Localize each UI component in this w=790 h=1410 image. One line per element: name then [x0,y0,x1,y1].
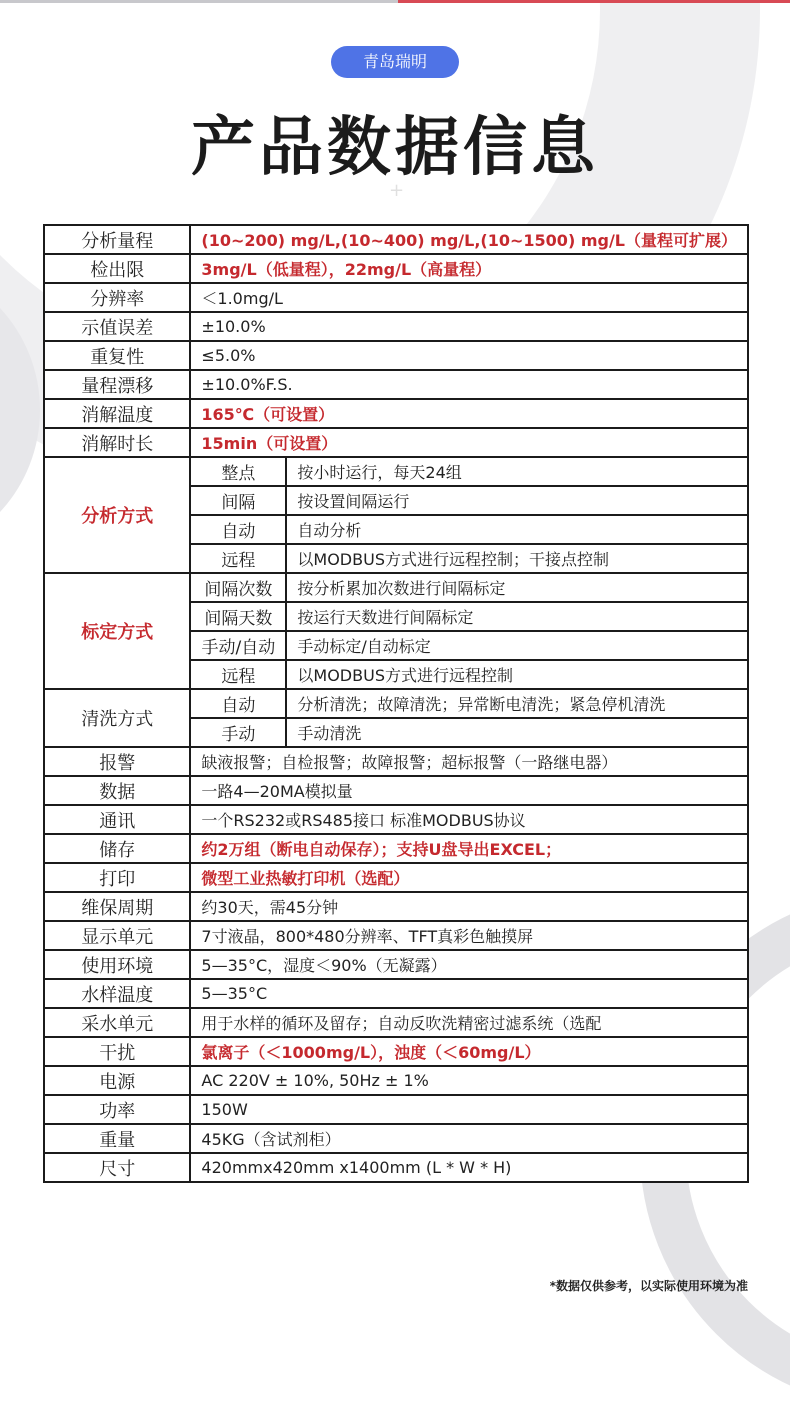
row-value: 150W [190,1095,748,1124]
row-value: (10~200) mg/L,(10~400) mg/L,(10~1500) mg/L（量程可扩展） [190,225,748,254]
row-value: ±10.0%F.S. [190,370,748,399]
row-value: 5—35°C [190,979,748,1008]
table-row [44,1037,748,1066]
row-value: 缺液报警；自检报警；故障报警；超标报警（一路继电器） [190,747,748,776]
table-row [44,805,748,834]
row-value: 按小时运行，每天24组 [286,457,748,486]
row-value: 手动清洗 [286,718,748,747]
top-border-accent [398,0,790,3]
row-value: 氯离子（＜1000mg/L），浊度（＜60mg/L） [190,1037,748,1066]
row-label: 数据 [44,776,190,805]
table-row [44,341,748,370]
table-row [44,573,748,602]
row-value: 自动分析 [286,515,748,544]
row-label: 电源 [44,1066,190,1095]
row-label: 打印 [44,863,190,892]
row-value: ≤5.0% [190,341,748,370]
row-value: 45KG（含试剂柜） [190,1124,748,1153]
row-label: 消解温度 [44,399,190,428]
table-row [44,834,748,863]
group-label-analysis: 分析方式 [44,457,190,573]
page-title: 产品数据信息 [191,111,599,185]
table-row [44,689,748,718]
row-value: 约30天，需45分钟 [190,892,748,921]
row-label: 消解时长 [44,428,190,457]
table-row [44,312,748,341]
table-row [44,1008,748,1037]
row-label: 水样温度 [44,979,190,1008]
table-row [44,1153,748,1182]
table-row [44,950,748,979]
row-value: 微型工业热敏打印机（选配） [190,863,748,892]
table-row [44,1066,748,1095]
table-row [44,1124,748,1153]
row-label: 干扰 [44,1037,190,1066]
footnote: *数据仅供参考，以实际使用环境为准 [549,1279,748,1293]
table-row [44,979,748,1008]
sub-label: 手动/自动 [190,631,286,660]
sub-label: 手动 [190,718,286,747]
row-label: 量程漂移 [44,370,190,399]
row-label: 重复性 [44,341,190,370]
sub-label: 远程 [190,544,286,573]
table-row [44,428,748,457]
row-value: AC 220V ± 10%, 50Hz ± 1% [190,1066,748,1095]
brand-badge: 青岛瑞明 [331,46,459,78]
table-row [44,776,748,805]
row-value: 以MODBUS方式进行远程控制；干接点控制 [286,544,748,573]
row-value: 一路4—20MA模拟量 [190,776,748,805]
row-label: 重量 [44,1124,190,1153]
table-row [44,863,748,892]
row-label: 通讯 [44,805,190,834]
row-label: 报警 [44,747,190,776]
table-row [44,370,748,399]
row-label: 显示单元 [44,921,190,950]
row-label: 采水单元 [44,1008,190,1037]
row-value: 420mmx420mm x1400mm (L * W * H) [190,1153,748,1182]
row-value: 按运行天数进行间隔标定 [286,602,748,631]
table-row [44,892,748,921]
spec-table [43,224,749,1183]
row-value: 约2万组（断电自动保存）；支持U盘导出EXCEL； [190,834,748,863]
sub-label: 远程 [190,660,286,689]
table-row [44,225,748,254]
group-label-cleaning: 清洗方式 [44,689,190,747]
row-value: 5—35°C，湿度＜90%（无凝露） [190,950,748,979]
table-row [44,921,748,950]
row-label: 示值误差 [44,312,190,341]
row-label: 尺寸 [44,1153,190,1182]
sub-label: 自动 [190,689,286,718]
row-value: 7寸液晶，800*480分辨率、TFT真彩色触摸屏 [190,921,748,950]
row-value: 一个RS232或RS485接口 标准MODBUS协议 [190,805,748,834]
table-row [44,457,748,486]
row-value: ＜1.0mg/L [190,283,748,312]
row-value: 手动标定/自动标定 [286,631,748,660]
row-value: 15min（可设置） [190,428,748,457]
group-label-calibration: 标定方式 [44,573,190,689]
row-label: 分析量程 [44,225,190,254]
table-row [44,747,748,776]
table-row [44,283,748,312]
row-value: 以MODBUS方式进行远程控制 [286,660,748,689]
plus-decoration-icon: + [389,180,405,201]
sub-label: 间隔天数 [190,602,286,631]
row-value: 3mg/L（低量程），22mg/L（高量程） [190,254,748,283]
row-label: 分辨率 [44,283,190,312]
row-label: 储存 [44,834,190,863]
row-value: 165℃（可设置） [190,399,748,428]
row-label: 功率 [44,1095,190,1124]
sub-label: 间隔次数 [190,573,286,602]
row-value: 分析清洗；故障清洗；异常断电清洗；紧急停机清洗 [286,689,748,718]
row-label: 使用环境 [44,950,190,979]
row-value: 按分析累加次数进行间隔标定 [286,573,748,602]
row-label: 检出限 [44,254,190,283]
table-row [44,399,748,428]
table-row [44,1095,748,1124]
table-row [44,254,748,283]
row-value: 按设置间隔运行 [286,486,748,515]
row-value: ±10.0% [190,312,748,341]
sub-label: 自动 [190,515,286,544]
row-label: 维保周期 [44,892,190,921]
sub-label: 间隔 [190,486,286,515]
sub-label: 整点 [190,457,286,486]
row-value: 用于水样的循环及留存；自动反吹洗精密过滤系统（选配 [190,1008,748,1037]
